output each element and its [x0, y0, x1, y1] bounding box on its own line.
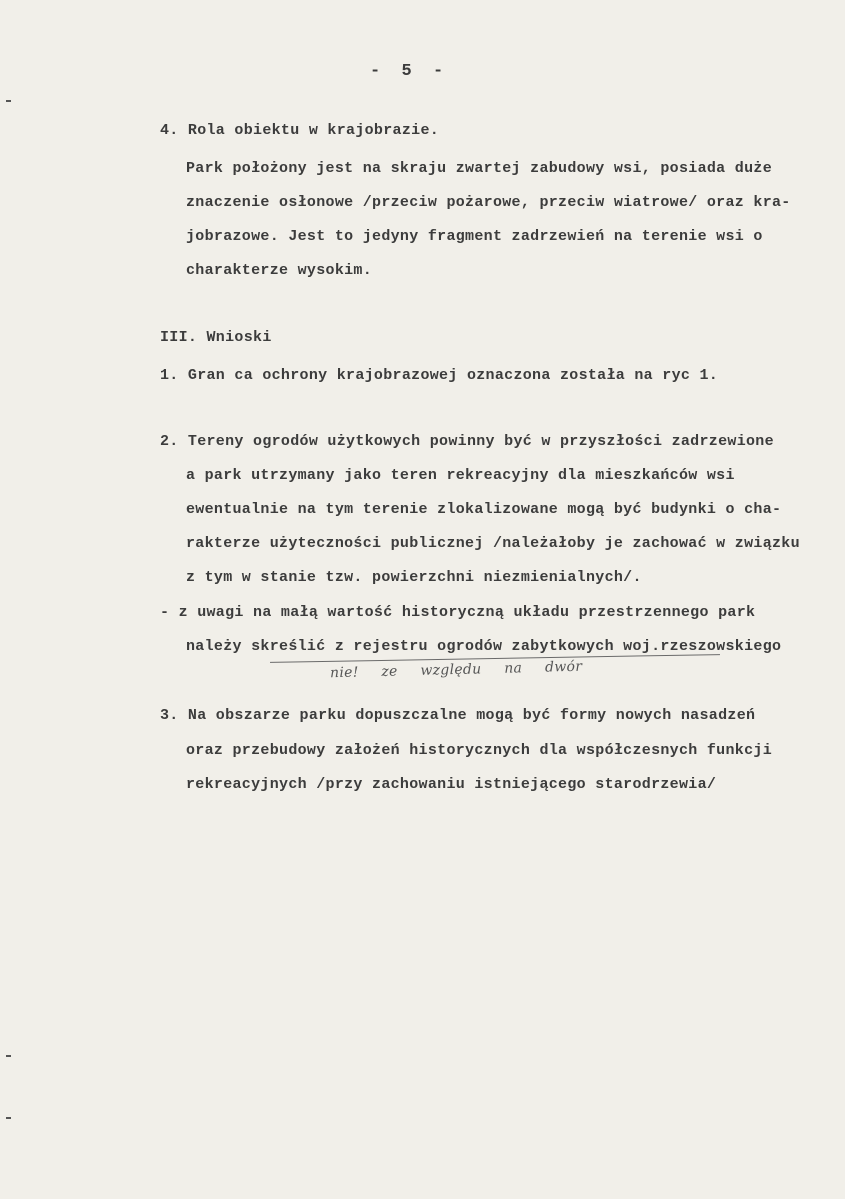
dash-item-line-1: - z uwagi na małą wartość historyczną układu przestrzennego park — [160, 604, 756, 621]
page-number: - 5 - — [370, 62, 444, 81]
conclusion-item-1: 1. Gran ca ochrony krajobrazowej oznaczona została na ryc 1. — [160, 367, 719, 384]
dash-item-line-2: należy skreślić z rejestru ogrodów zabytkowych woj.rzeszowskiego — [186, 638, 782, 655]
margin-mark — [6, 100, 11, 102]
conclusion-item-3-line-3: rekreacyjnych /przy zachowaniu istniejącego starodrzewia/ — [186, 776, 717, 793]
conclusion-item-3-line-2: oraz przebudowy założeń historycznych dla współczesnych funkcji — [186, 742, 772, 759]
section-iii-heading: III. Wnioski — [160, 329, 272, 346]
conclusion-item-2-line-2: a park utrzymany jako teren rekreacyjny dla mieszkańców wsi — [186, 467, 735, 484]
conclusion-item-2-line-3: ewentualnie na tym terenie zlokalizowane mogą być budynki o cha- — [186, 501, 782, 518]
section-4-line-3: jobrazowe. Jest to jedyny fragment zadrzewień na terenie wsi o — [186, 228, 763, 245]
section-4-line-1: Park położony jest na skraju zwartej zabudowy wsi, posiada duże — [186, 160, 772, 177]
conclusion-item-3-line-1: 3. Na obszarze parku dopuszczalne mogą być formy nowych nasadzeń — [160, 707, 756, 724]
section-4-line-4: charakterze wysokim. — [186, 262, 373, 279]
margin-mark — [6, 1117, 11, 1119]
section-4-heading: 4. Rola obiektu w krajobrazie. — [160, 122, 440, 139]
handwritten-note: nie! ze względu na dwór — [329, 658, 583, 682]
conclusion-item-2-line-1: 2. Tereny ogrodów użytkowych powinny być w przyszłości zadrzewione — [160, 433, 774, 450]
margin-mark — [6, 1055, 11, 1057]
section-4-line-2: znaczenie osłonowe /przeciw pożarowe, przeciw wiatrowe/ oraz kra- — [186, 194, 791, 211]
conclusion-item-2-line-5: z tym w stanie tzw. powierzchni niezmienialnych/. — [186, 569, 642, 586]
conclusion-item-2-line-4: rakterze użyteczności publicznej /należałoby je zachować w związku — [186, 535, 800, 552]
